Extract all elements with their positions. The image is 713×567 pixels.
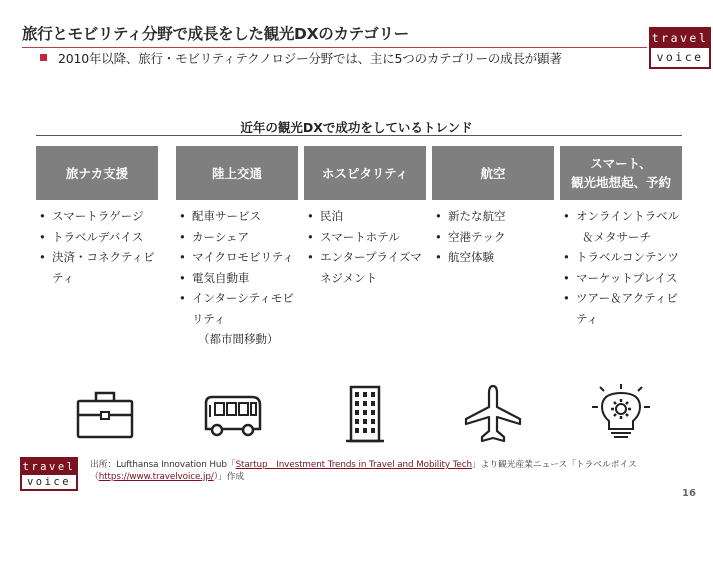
- page-number: 16: [682, 488, 696, 499]
- list-item-continuation: リティ: [192, 311, 226, 326]
- list-item: • マーケットプレイス: [560, 268, 679, 289]
- briefcase-icon: [74, 383, 136, 445]
- page-title: 旅行とモビリティ分野で成長をした観光DXのカテゴリー: [22, 25, 409, 43]
- source-line2-prefix: （: [90, 472, 99, 482]
- logo-word-voice: voice: [656, 50, 704, 64]
- list-item-continuation: ネジメント: [320, 270, 378, 285]
- list-item-continuation: ティ: [52, 270, 75, 285]
- travelvoice-logo: [649, 27, 711, 69]
- list-item: • 決済・コネクティビ: [36, 247, 155, 268]
- list-item: • オンライントラベル: [560, 206, 679, 227]
- logo-word-travel: travel: [22, 461, 76, 473]
- lead-bullet-marker: [40, 54, 47, 61]
- source-prefix: 出所：Lufthansa Innovation Hub「: [90, 460, 236, 470]
- category-list-ground-transport: [176, 206, 294, 350]
- source-note: [90, 459, 637, 483]
- category-list-tabinaka: [36, 206, 155, 288]
- list-item: • マイクロモビリティ: [176, 247, 294, 268]
- list-item-continuation: ＆メタサーチ: [582, 229, 651, 244]
- source-mid: 」より観光産業ニュース「トラベルボイス: [471, 460, 637, 470]
- category-list-hospitality: [304, 206, 422, 288]
- list-item: • エンタープライズマ: [304, 247, 422, 268]
- list-item: • スマートラゲージ: [36, 206, 155, 227]
- list-item: • トラベルコンテンツ: [560, 247, 679, 268]
- list-item: • 航空体験: [432, 247, 506, 268]
- title-divider: [22, 47, 647, 48]
- lead-text: 2010年以降、旅行・モビリティテクノロジー分野では、主に5つのカテゴリーの成長が顕著: [58, 51, 562, 66]
- list-item: • トラベルデバイス: [36, 227, 155, 248]
- logo-word-voice: voice: [26, 476, 72, 488]
- list-item: • 民泊: [304, 206, 422, 227]
- travelvoice-url-link[interactable]: https://www.travelvoice.jp/: [98, 472, 214, 482]
- category-header-smart-booking: スマート、 観光地想起、予約: [560, 146, 682, 200]
- building-icon: [334, 383, 396, 445]
- lightbulb-gear-icon: [590, 383, 652, 445]
- list-item-continuation: ティ: [576, 311, 599, 326]
- category-header-ground-transport: 陸上交通: [176, 146, 298, 200]
- list-item: • 空港テック: [432, 227, 506, 248]
- airplane-icon: [462, 383, 524, 445]
- list-item-note: （都市間移動）: [198, 332, 279, 346]
- category-list-aviation: [432, 206, 506, 268]
- bus-icon: [202, 383, 264, 445]
- list-item: • カーシェア: [176, 227, 294, 248]
- travelvoice-logo-footer: [20, 457, 78, 491]
- logo-word-travel: travel: [651, 29, 709, 48]
- category-header-aviation: 航空: [432, 146, 554, 200]
- list-item: • スマートホテル: [304, 227, 422, 248]
- source-report-link[interactable]: Startup Investment Trends in Travel and Mobility Tech: [235, 460, 472, 470]
- source-line2-suffix: ）」作成: [213, 472, 245, 482]
- list-item: • ツアー＆アクティビ: [560, 288, 679, 309]
- heading-divider: [36, 135, 682, 136]
- category-list-smart-booking: [560, 206, 679, 329]
- list-item: • インターシティモビ: [176, 288, 294, 309]
- list-item: • 電気自動車: [176, 268, 294, 289]
- category-header-hospitality: ホスピタリティ: [304, 146, 426, 200]
- section-heading: 近年の観光DXで成功をしているトレンド: [240, 120, 473, 135]
- list-item: • 新たな航空: [432, 206, 506, 227]
- category-header-tabinaka: 旅ナカ支援: [36, 146, 158, 200]
- list-item: • 配車サービス: [176, 206, 294, 227]
